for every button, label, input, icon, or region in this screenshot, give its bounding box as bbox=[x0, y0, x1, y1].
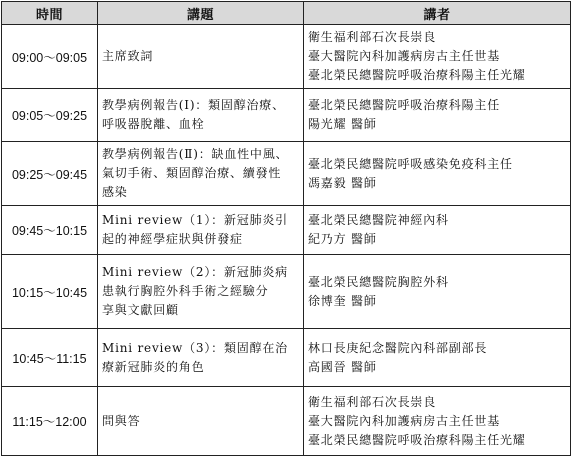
speaker-line: 臺北榮民總醫院呼吸感染免疫科主任 bbox=[308, 156, 513, 171]
header-time: 時間 bbox=[2, 2, 98, 25]
header-speaker: 講者 bbox=[304, 2, 571, 25]
table-row bbox=[2, 387, 571, 456]
speaker-line: 紀乃方 醫師 bbox=[308, 232, 377, 246]
topic-line: Mini review（1）：新冠肺炎引 bbox=[102, 213, 288, 227]
speaker-cell bbox=[304, 206, 571, 255]
time-cell: 09:25～09:45 bbox=[2, 142, 98, 206]
time-cell: 10:15～10:45 bbox=[2, 255, 98, 329]
topic-line: 感染 bbox=[102, 185, 128, 199]
topic-line: 享與文獻回顧 bbox=[102, 303, 179, 317]
speaker-line: 臺北榮民總醫院呼吸治療科陽主任光耀 bbox=[308, 432, 526, 447]
topic-line: 氣切手術、類固醇治療、續發性 bbox=[102, 166, 282, 180]
speaker-line: 臺北榮民總醫院神經內科 bbox=[308, 213, 449, 227]
speaker-line: 徐博奎 醫師 bbox=[308, 293, 377, 308]
topic-line: 呼吸器脫離、血栓 bbox=[102, 117, 205, 131]
table-row bbox=[2, 25, 571, 89]
speaker-line: 陽光耀 醫師 bbox=[308, 117, 377, 131]
agenda-table bbox=[1, 1, 571, 456]
speaker-cell bbox=[304, 329, 571, 387]
speaker-line: 臺大醫院內科加護病房古主任世基 bbox=[308, 49, 501, 63]
speaker-cell bbox=[304, 89, 571, 142]
topic-cell bbox=[98, 255, 304, 329]
speaker-line: 高國晉 醫師 bbox=[308, 359, 377, 374]
topic-cell bbox=[98, 89, 304, 142]
speaker-line: 臺北榮民總醫院呼吸治療科陽主任 bbox=[308, 98, 501, 112]
speaker-cell bbox=[304, 142, 571, 206]
speaker-line: 林口長庚紀念醫院內科部副部長 bbox=[308, 340, 488, 355]
topic-line: 教學病例報告(Ⅱ)：缺血性中風、 bbox=[102, 147, 289, 161]
speaker-line: 衛生福利部石次長崇良 bbox=[308, 30, 437, 44]
topic-line: Mini review（3）：類固醇在治 bbox=[102, 340, 288, 355]
topic-line: 主席致詞 bbox=[102, 49, 154, 63]
time-cell: 11:15～12:00 bbox=[2, 387, 98, 456]
speaker-line: 衛生福利部石次長崇良 bbox=[308, 394, 437, 409]
topic-cell bbox=[98, 387, 304, 456]
speaker-line: 臺北榮民總醫院胸腔外科 bbox=[308, 274, 449, 289]
speaker-line: 馮嘉毅 醫師 bbox=[308, 175, 377, 190]
table-row bbox=[2, 206, 571, 255]
time-cell: 09:00～09:05 bbox=[2, 25, 98, 89]
topic-cell bbox=[98, 25, 304, 89]
table-row bbox=[2, 142, 571, 206]
topic-cell bbox=[98, 142, 304, 206]
topic-cell bbox=[98, 329, 304, 387]
table-row bbox=[2, 329, 571, 387]
time-cell: 09:05～09:25 bbox=[2, 89, 98, 142]
time-cell: 09:45～10:15 bbox=[2, 206, 98, 255]
speaker-cell bbox=[304, 255, 571, 329]
table-row bbox=[2, 255, 571, 329]
header-topic: 講題 bbox=[98, 2, 304, 25]
topic-line: 療新冠肺炎的角色 bbox=[102, 359, 205, 374]
agenda-header bbox=[2, 2, 571, 25]
speaker-cell bbox=[304, 25, 571, 89]
speaker-cell bbox=[304, 387, 571, 456]
topic-line: Mini review（2）：新冠肺炎病 bbox=[102, 265, 288, 279]
topic-line: 教學病例報告(Ⅰ)：類固醇治療、 bbox=[102, 98, 285, 112]
topic-line: 患執行胸腔外科手術之經驗分 bbox=[102, 284, 269, 298]
topic-line: 問與答 bbox=[102, 413, 141, 428]
agenda-body bbox=[2, 25, 571, 456]
topic-cell bbox=[98, 206, 304, 255]
time-cell: 10:45～11:15 bbox=[2, 329, 98, 387]
table-row bbox=[2, 89, 571, 142]
topic-line: 起的神經學症狀與併發症 bbox=[102, 232, 243, 246]
header-row bbox=[2, 2, 571, 25]
speaker-line: 臺大醫院內科加護病房古主任世基 bbox=[308, 413, 501, 428]
speaker-line: 臺北榮民總醫院呼吸治療科陽主任光耀 bbox=[308, 68, 526, 82]
